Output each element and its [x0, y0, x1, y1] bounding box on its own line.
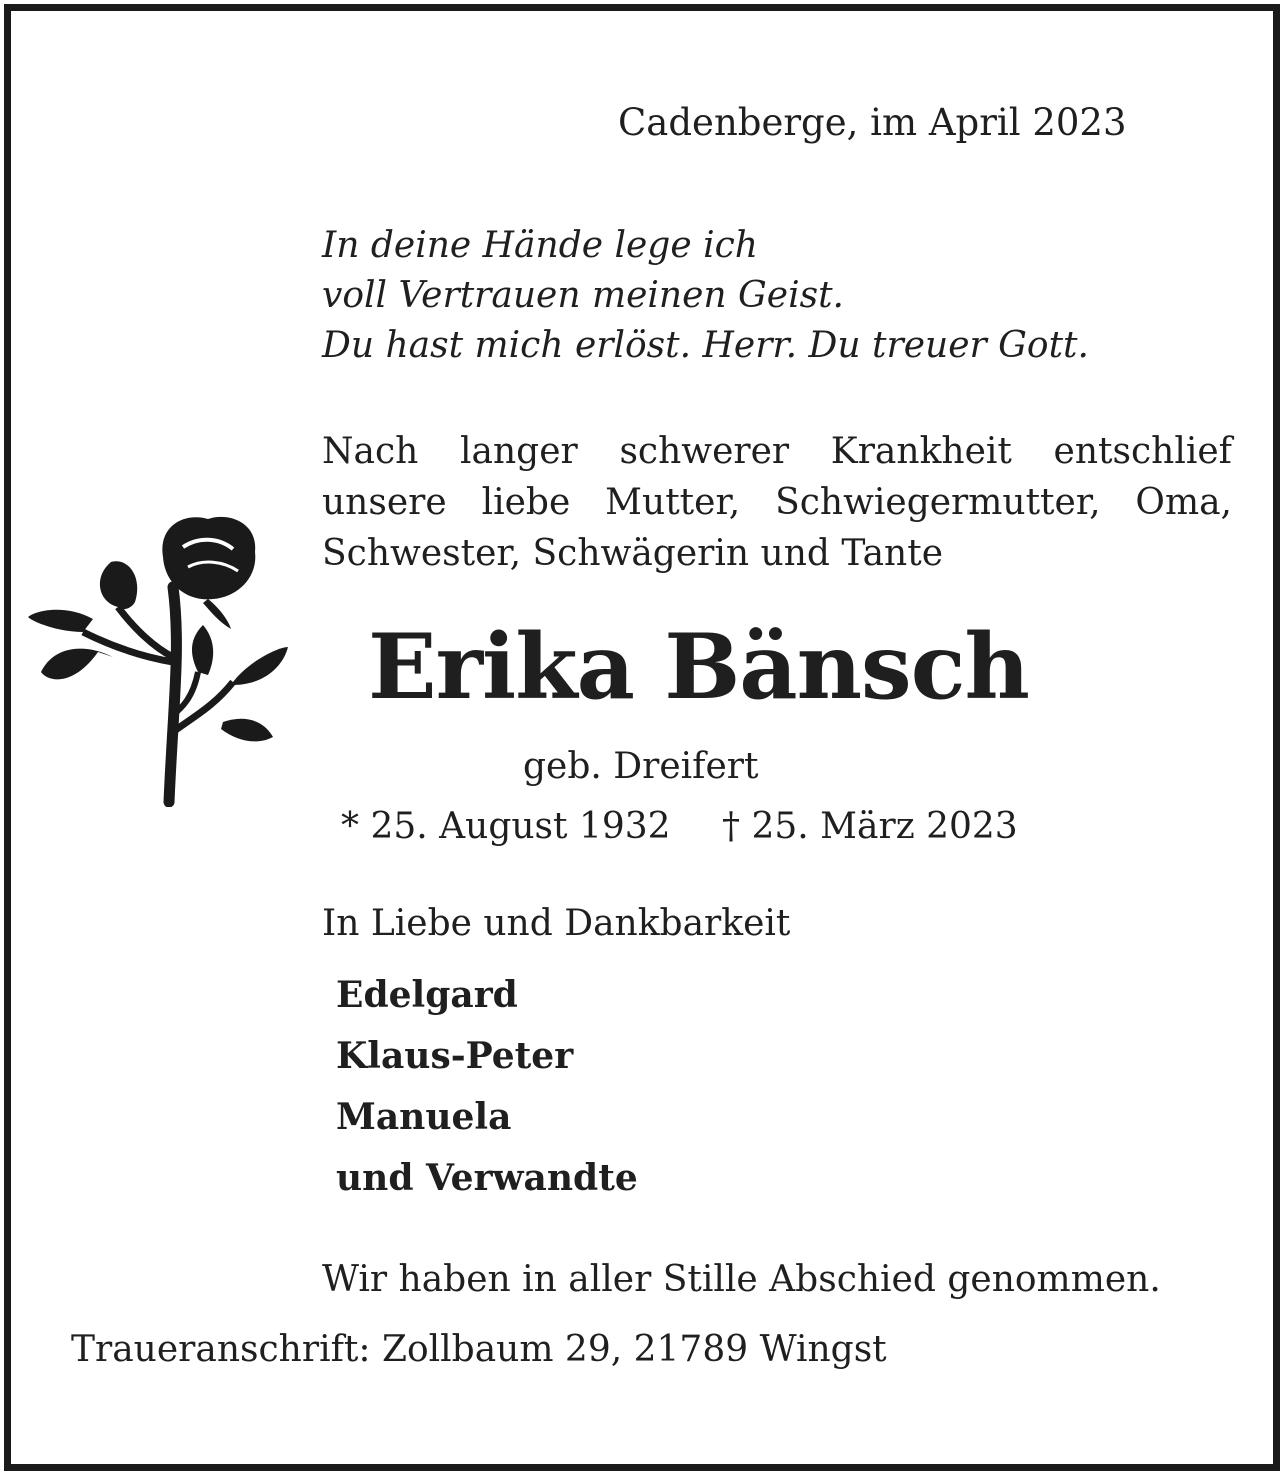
obituary-frame	[4, 4, 1280, 1471]
mourning-address: Traueranschrift: Zollbaum 29, 21789 Wingst	[71, 1329, 887, 1370]
family-member: Manuela	[336, 1096, 512, 1138]
family-member: und Verwandte	[336, 1157, 638, 1199]
intro-text: Nach langer schwerer Krankheit entschlief unsere liebe Mutter, Schwiegermutter, Oma, Schwester, Schwägerin und Tante	[322, 431, 1232, 574]
family-member: Edelgard	[336, 974, 518, 1016]
verse-line: In deine Hände lege ich	[322, 225, 758, 266]
deceased-name: Erika Bänsch	[368, 614, 1029, 720]
rose-icon	[23, 507, 295, 807]
death-date: † 25. März 2023	[722, 806, 1018, 847]
birth-date: * 25. August 1932	[341, 806, 671, 847]
verse-line: voll Vertrauen meinen Geist.	[322, 275, 844, 316]
life-dates	[341, 806, 1018, 847]
family-member: Klaus-Peter	[336, 1035, 574, 1077]
dedication: In Liebe und Dankbarkeit	[322, 903, 791, 944]
verse-line: Du hast mich erlöst. Herr. Du treuer Gott.	[322, 325, 1089, 366]
place-date: Cadenberge, im April 2023	[618, 101, 1127, 144]
farewell-text: Wir haben in aller Stille Abschied genommen.	[322, 1259, 1161, 1300]
birth-name: geb. Dreifert	[523, 746, 759, 787]
